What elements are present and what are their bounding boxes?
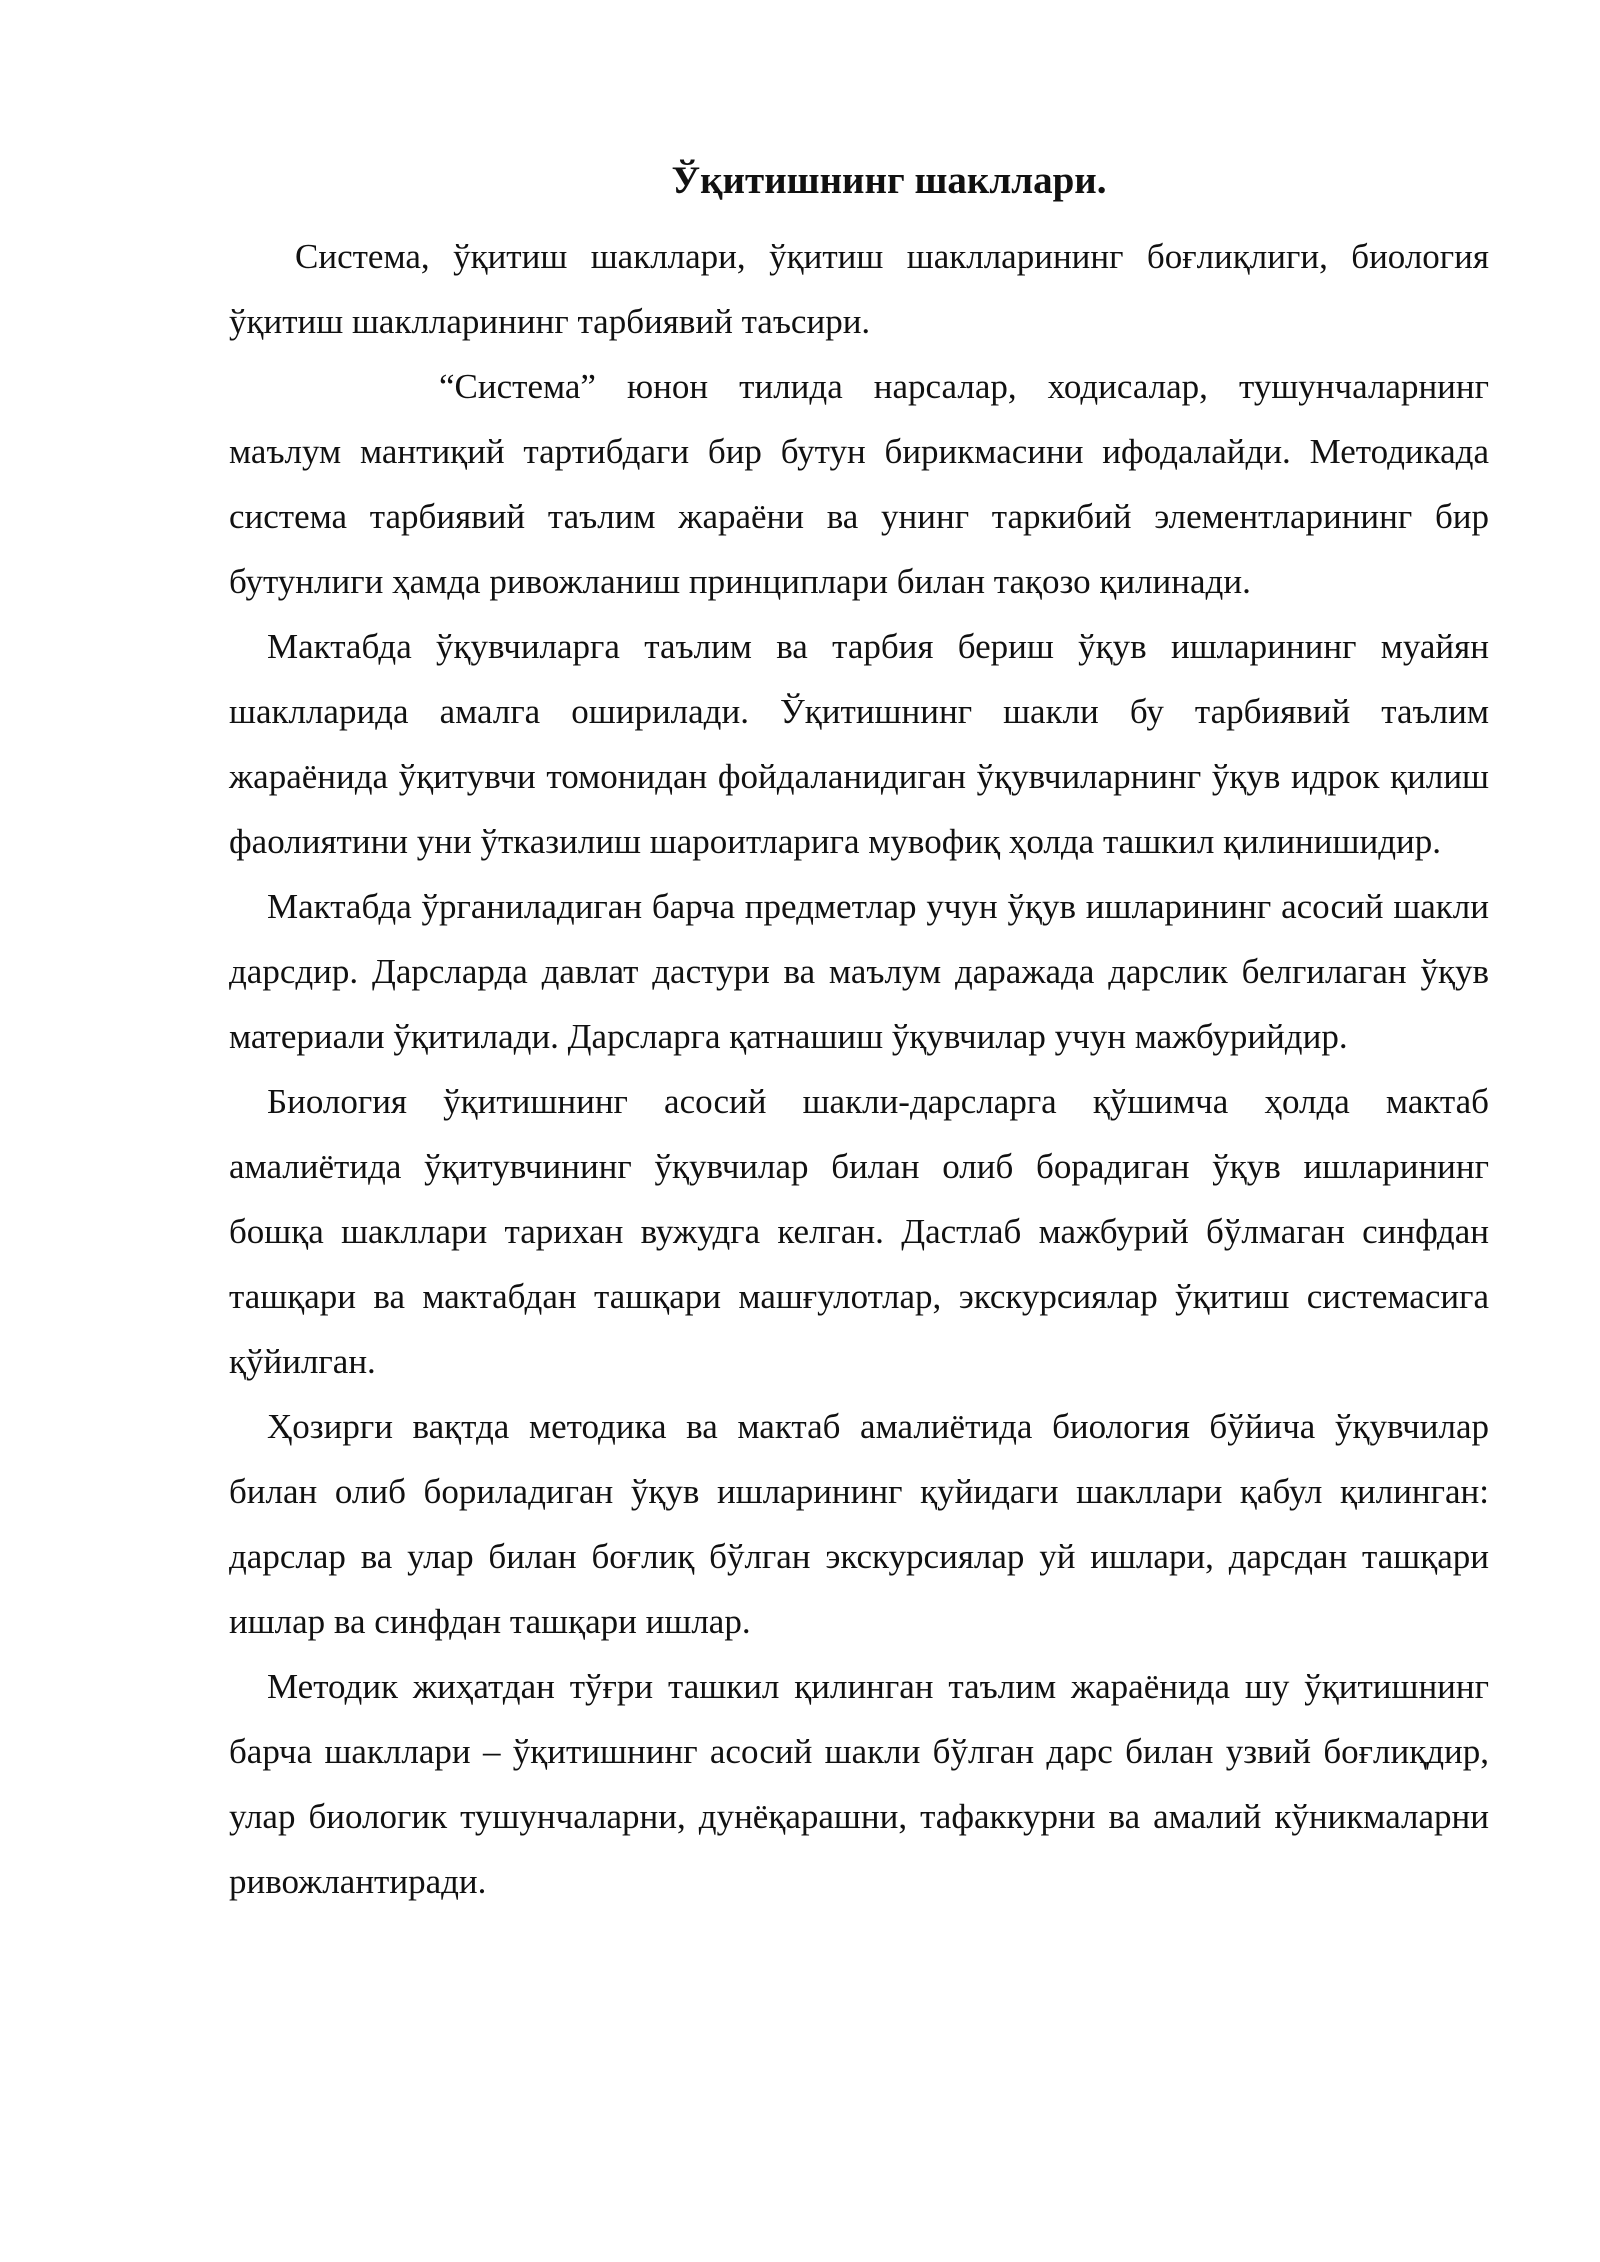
paragraph-topics: Система, ўқитиш шакллари, ўқитиш шаклларининг боғлиқлиги, биология ўқитиш шаклларининг тарбиявий таъсири. <box>229 237 1489 341</box>
document-body <box>229 150 1489 1914</box>
paragraph-accepted-forms: Ҳозирги вақтда методика ва мактаб амалиётида биология бўйича ўқувчилар билан олиб бориладиган ўқув ишларининг қуйидаги шакллари қабул қилинган: дарслар ва улар билан боғлиқ бўлган экскурсиялар уй ишлари, дарсдан ташқари ишлар ва синфдан ташқари ишлар. <box>229 1407 1489 1641</box>
paragraph-history-of-forms: Биология ўқитишнинг асосий шакли-дарсларга қўшимча ҳолда мактаб амалиётида ўқитувчининг ўқувчилар билан олиб борадиган ўқув ишларининг бошқа шакллари тарихан вужудга келган. Дастлаб мажбурий бўлмаган синфдан ташқари ва мактабдан ташқари машғулотлар, экскурсиялар ўқитиш системасига қўйилган. <box>229 1082 1489 1381</box>
paragraph-teaching-forms: Мактабда ўқувчиларга таълим ва тарбия бериш ўқув ишларининг муайян шаклларида амалга оширилади. Ўқитишнинг шакли бу тарбиявий таълим жараёнида ўқитувчи томонидан фойдаланидиган ўқувчиларнинг ўқув идрок қилиш фаолиятини уни ўтказилиш шароитларига мувофиқ ҳолда ташкил қилинишидир. <box>229 627 1489 861</box>
paragraph-lesson-main-form: Мактабда ўрганиладиган барча предметлар учун ўқув ишларининг асосий шакли дарсдир. Дарсларда давлат дастури ва маълум даражада дарслик белгилаган ўқув материали ўқитилади. Дарсларга қатнашиш ўқувчилар учун мажбурийдир. <box>229 887 1489 1056</box>
paragraph-conclusion: Методик жиҳатдан тўғри ташкил қилинган таълим жараёнида шу ўқитишнинг барча шакллари – ўқитишнинг асосий шакли бўлган дарс билан узвий боғлиқдир, улар биологик тушунчаларни, дунёқарашни, тафаккурни ва амалий кўникмаларни ривожлантиради. <box>229 1667 1489 1901</box>
document-title: Ўқитишнинг шакллари. <box>671 159 1107 202</box>
paragraph-system-definition: “Система” юнон тилида нарсалар, ходисалар, тушунчаларнинг маълум мантиқий тартибдаги бир бутун бирикмасини ифодалайди. Методикада система тарбиявий таълим жараёни ва унинг таркибий элементларининг бир бутунлиги ҳамда ривожланиш принциплари билан тақозо қилинади. <box>229 367 1489 601</box>
